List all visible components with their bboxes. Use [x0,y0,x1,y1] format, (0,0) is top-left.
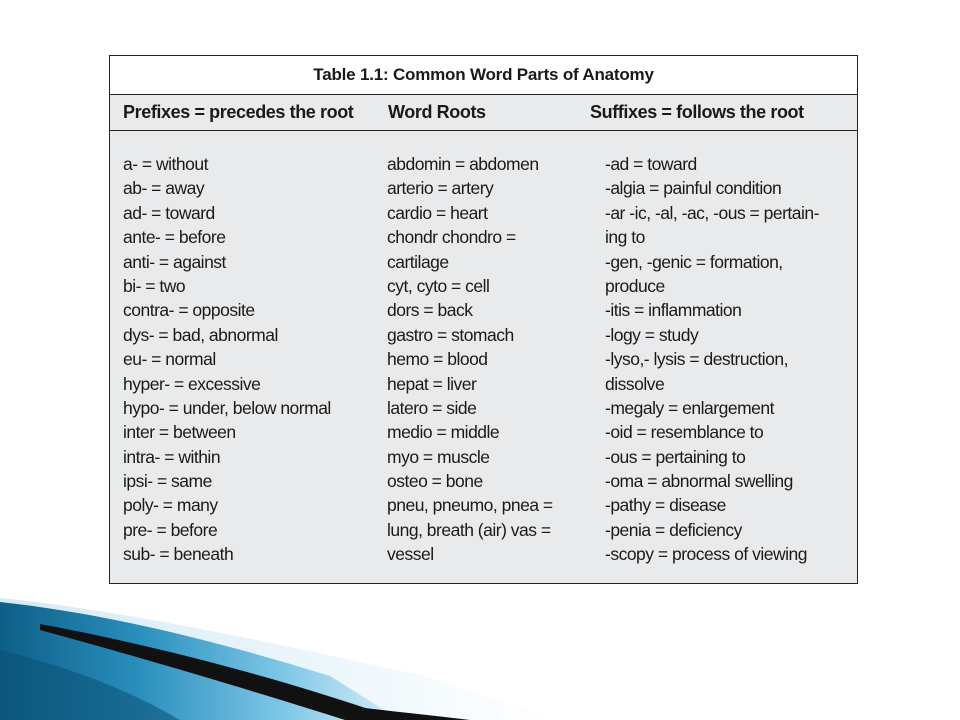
suffix-entry: -oma = abnormal swelling [605,471,793,492]
suffix-entry: produce [605,275,665,296]
prefix-entry: eu- = normal [123,349,216,370]
word-root-entry: myo = muscle [387,446,490,467]
prefix-entry: sub- = beneath [123,544,234,565]
prefix-entry: dys- = bad, abnormal [123,324,278,345]
word-root-entry: arterio = artery [387,178,494,199]
word-root-entry: cardio = heart [387,202,488,223]
prefix-entry: bi- = two [123,275,186,296]
word-root-entry: osteo = bone [387,471,483,492]
prefix-entry: hyper- = excessive [123,373,261,394]
word-root-entry: cartilage [387,251,449,272]
prefix-entry: inter = between [123,422,236,443]
suffix-entry: -logy = study [605,324,699,345]
header-suffixes: Suffixes = follows the root [590,102,804,122]
header-prefixes: Prefixes = precedes the root [123,102,354,122]
word-root-entry: hepat = liver [387,373,477,394]
word-root-entry: chondr chondro = [387,227,516,248]
suffix-entry: ing to [605,227,645,248]
prefix-entry: a- = without [123,154,208,174]
word-roots-column [387,152,553,567]
prefix-entry: hypo- = under, below normal [123,397,331,418]
prefix-entry: ipsi- = same [123,471,212,492]
prefix-entry: intra- = within [123,446,221,467]
suffix-entry: -scopy = process of viewing [605,544,807,565]
prefix-entry: ab- = away [123,178,205,199]
word-root-entry: latero = side [387,397,477,418]
suffix-entry: -oid = resemblance to [605,422,764,443]
prefixes-column [123,152,331,567]
slide-decoration-swoosh [0,580,960,720]
word-parts-table [109,55,858,584]
suffix-entry: -gen, -genic = formation, [605,251,783,272]
word-root-entry: lung, breath (air) vas = [387,519,551,540]
prefix-entry: poly- = many [123,495,218,516]
word-root-entry: gastro = stomach [387,324,514,345]
prefix-entry: ante- = before [123,227,226,248]
prefix-entry: contra- = opposite [123,300,255,321]
table-title: Table 1.1: Common Word Parts of Anatomy [110,56,857,95]
suffix-entry: -itis = inflammation [605,300,742,321]
suffix-entry: -pathy = disease [605,495,726,516]
table-header-row [110,95,857,131]
suffix-entry: -ad = toward [605,154,697,174]
table-body [110,131,857,581]
suffix-entry: -penia = deficiency [605,519,742,540]
word-root-entry: medio = middle [387,422,500,443]
suffix-entry: -algia = painful condition [605,178,782,199]
word-root-entry: vessel [387,544,434,565]
suffix-entry: dissolve [605,373,665,394]
word-root-entry: hemo = blood [387,349,488,370]
word-root-entry: pneu, pneumo, pnea = [387,495,553,516]
suffix-entry: -lyso,- lysis = destruction, [605,349,788,370]
prefix-entry: ad- = toward [123,202,215,223]
prefix-entry: pre- = before [123,519,218,540]
suffix-entry: -ar -ic, -al, -ac, -ous = pertain- [605,202,819,223]
header-word-roots: Word Roots [388,102,486,122]
suffix-entry: -megaly = enlargement [605,397,774,418]
word-root-entry: abdomin = abdomen [387,154,539,174]
word-root-entry: cyt, cyto = cell [387,275,490,296]
suffixes-column [605,152,819,567]
word-root-entry: dors = back [387,300,473,321]
suffix-entry: -ous = pertaining to [605,446,746,467]
prefix-entry: anti- = against [123,251,226,272]
